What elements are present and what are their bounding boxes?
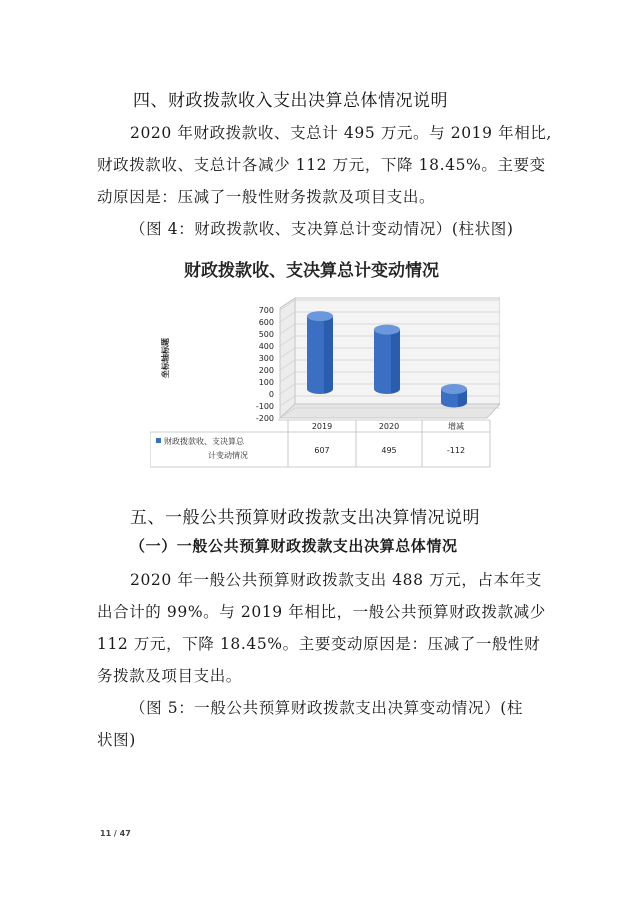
table-value-2020: 495 [381,446,397,455]
section5-para-line2: 出合计的 99%。与 2019 年相比，一般公共预算财政拨款减少 [97,603,546,621]
y-tick-label: 400 [258,342,274,351]
y-tick-label: 600 [258,318,274,327]
bar-shade [391,330,400,394]
table-value-2019: 607 [314,446,330,455]
chart-side-wall [280,298,295,418]
y-tick-label: 100 [258,378,274,387]
section5-para-line4: 务拨款及项目支出。 [97,667,242,685]
chart-floor [280,404,500,418]
y-tick-label: 300 [258,354,274,363]
section5-para-line3: 112 万元，下降 18.45%。主要变动原因是：压减了一般性财 [97,635,541,653]
legend-label-line2: 计变动情况 [208,451,248,460]
bar-cap [374,325,400,335]
figure5-caption-line2: 状图) [97,731,136,749]
section5-subheading: （一）一般公共预算财政拨款支出决算总体情况 [130,537,458,555]
table-header-2019: 2019 [311,422,333,431]
bar-chart [150,292,500,472]
table-header-2020: 2020 [378,422,400,431]
section5-heading: 五、一般公共预算财政拨款支出决算情况说明 [130,508,480,528]
table-header-change: 增减 [448,422,464,431]
bar-2020 [374,325,400,394]
chart-title: 财政拨款收、支决算总计变动情况 [184,261,439,281]
bar-shade [324,316,333,393]
figure5-caption-line1: （图 5：一般公共预算财政拨款支出决算变动情况）(柱 [130,699,523,717]
section5-para-line1: 2020 年一般公共预算财政拨款支出 488 万元，占本年支 [130,571,542,589]
section4-para-line1: 2020 年财政拨款收、支总计 495 万元。与 2019 年相比, [130,124,552,142]
y-tick-label: 500 [258,330,274,339]
y-tick-label: -200 [255,414,274,423]
y-tick-label: -100 [255,402,274,411]
bar-cap [441,384,467,394]
y-tick-label: 0 [268,390,274,399]
page-number: 11 / 47 [100,829,131,838]
section4-para-line2: 财政拨款收、支总计各减少 112 万元，下降 18.45%。主要变 [97,156,546,174]
bar-cap [307,311,333,321]
table-value-change: -112 [446,446,466,455]
section4-para-line3: 动原因是：压减了一般性财务拨款及项目支出。 [97,188,436,206]
section4-heading: 四、财政拨款收入支出决算总体情况说明 [133,91,448,111]
y-tick-label: 700 [258,306,274,315]
bar-2019 [307,311,333,394]
y-axis-title: 坐标轴标题 [161,338,170,378]
bar-增减 [441,384,467,407]
figure4-caption: （图 4：财政拨款收、支决算总计变动情况）(柱状图) [130,220,514,238]
y-tick-labels [256,306,274,423]
y-tick-label: 200 [258,366,274,375]
legend-marker [156,438,161,443]
legend-label-line1: 财政拨款收、支决算总 [164,437,244,446]
